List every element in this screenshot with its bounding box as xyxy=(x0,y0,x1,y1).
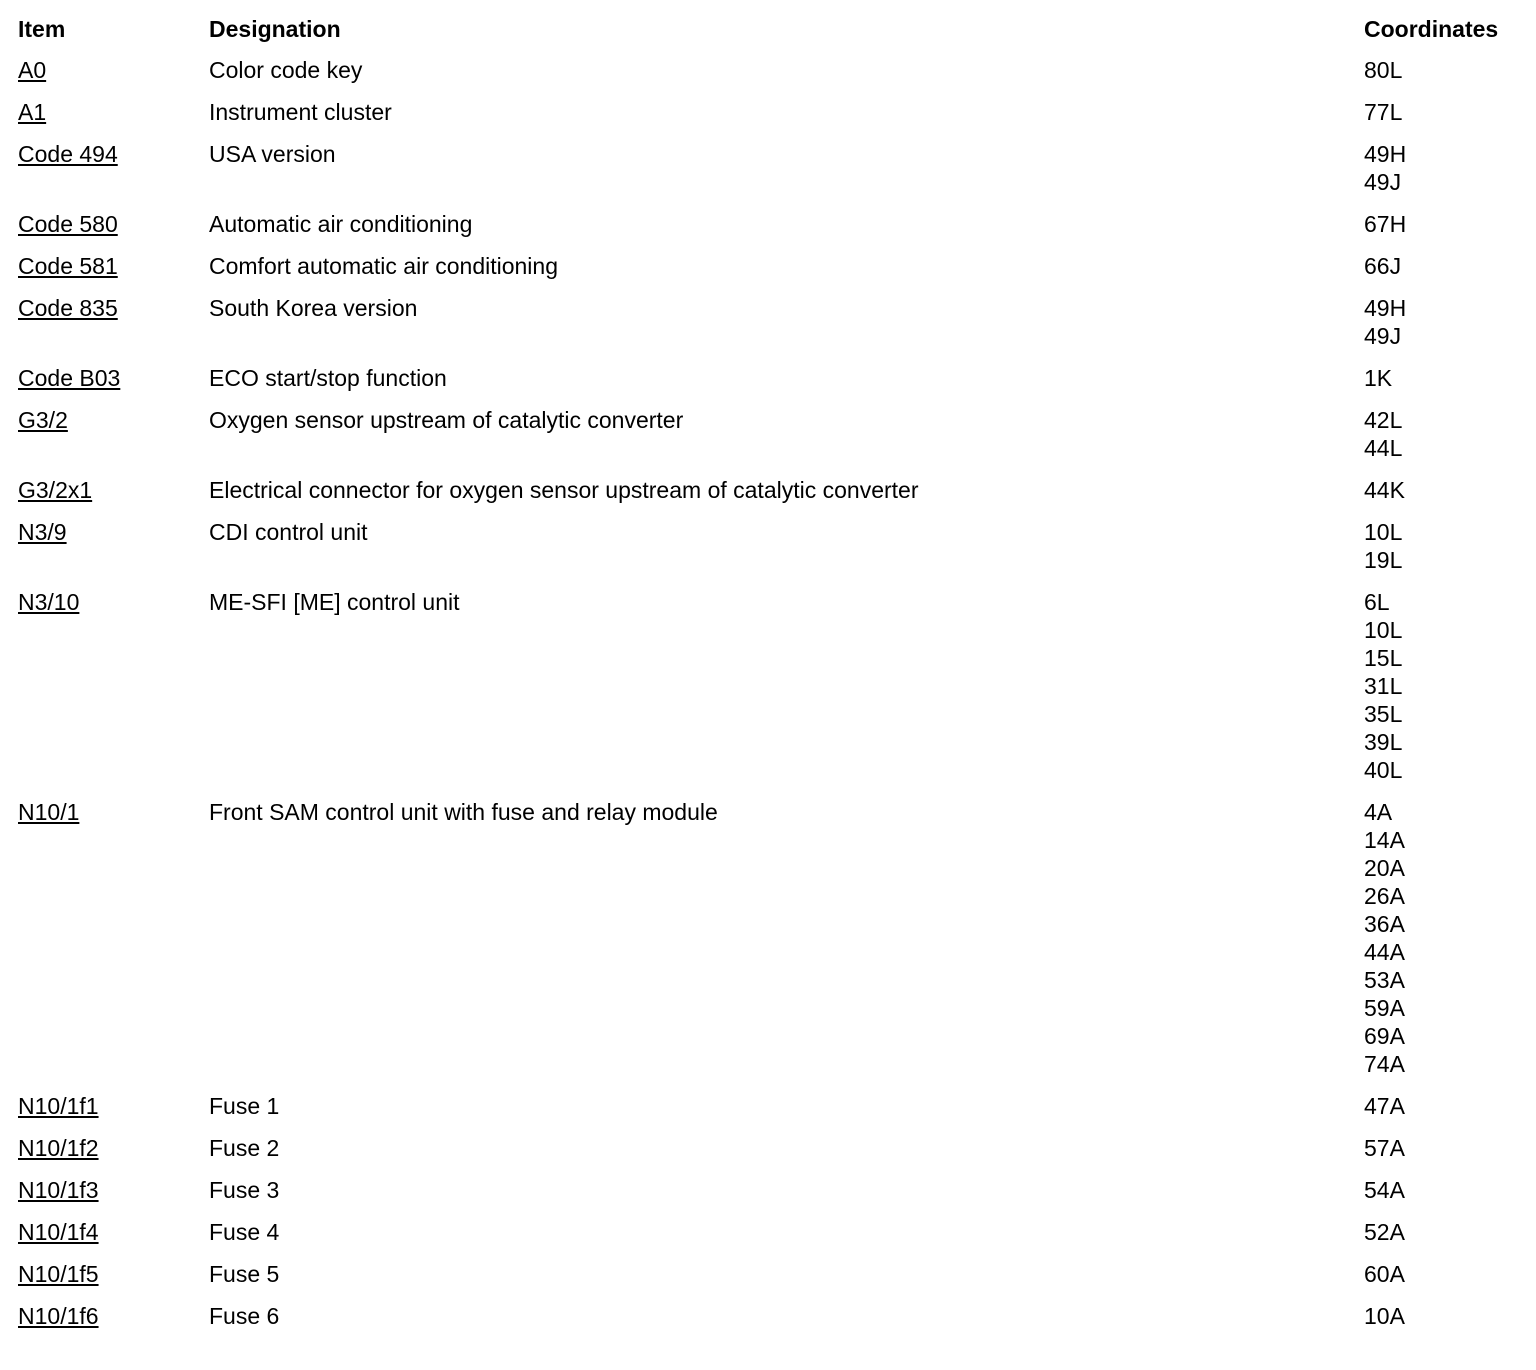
table-row xyxy=(0,1260,1536,1302)
coordinate-value: 42L xyxy=(1364,407,1403,433)
designation-text: USA version xyxy=(209,141,336,167)
coordinates-list xyxy=(1364,1176,1536,1204)
designation-text: Fuse 6 xyxy=(209,1303,280,1329)
item-link[interactable]: N3/10 xyxy=(18,589,80,615)
item-link[interactable]: Code 835 xyxy=(18,295,118,321)
coordinate-value: 44K xyxy=(1364,477,1405,503)
designation-text: Fuse 2 xyxy=(209,1135,280,1161)
header-coordinates: Coordinates xyxy=(1364,16,1499,42)
table-row xyxy=(0,56,1536,98)
designation-text: Electrical connector for oxygen sensor upstream of catalytic converter xyxy=(209,477,919,503)
coordinate-value: 80L xyxy=(1364,57,1403,83)
designation-text: Fuse 1 xyxy=(209,1093,280,1119)
designation-text: Oxygen sensor upstream of catalytic converter xyxy=(209,407,684,433)
table-row xyxy=(0,476,1536,518)
coordinate-value: 67H xyxy=(1364,211,1407,237)
coordinates-list xyxy=(1364,1092,1536,1120)
table-row xyxy=(0,1134,1536,1176)
coordinates-list xyxy=(1364,588,1536,784)
coordinate-value: 26A xyxy=(1364,883,1405,909)
item-link[interactable]: Code 580 xyxy=(18,211,118,237)
item-link[interactable]: N3/9 xyxy=(18,519,67,545)
coordinate-value: 10L xyxy=(1364,617,1403,643)
table-row xyxy=(0,364,1536,406)
header-designation: Designation xyxy=(209,16,341,42)
item-link[interactable]: Code B03 xyxy=(18,365,121,391)
table-row xyxy=(0,518,1536,588)
coordinate-value: 53A xyxy=(1364,967,1405,993)
coordinate-value: 19L xyxy=(1364,547,1403,573)
designation-text: Fuse 4 xyxy=(209,1219,280,1245)
item-link[interactable]: G3/2 xyxy=(18,407,68,433)
coordinates-list xyxy=(1364,140,1536,196)
table-row xyxy=(0,1218,1536,1260)
coordinate-value: 44A xyxy=(1364,939,1405,965)
coordinate-value: 31L xyxy=(1364,673,1403,699)
item-link[interactable]: Code 494 xyxy=(18,141,118,167)
designation-text: Automatic air conditioning xyxy=(209,211,473,237)
coordinate-value: 60A xyxy=(1364,1261,1405,1287)
table-row xyxy=(0,798,1536,1092)
coordinate-value: 54A xyxy=(1364,1177,1405,1203)
item-link[interactable]: N10/1f6 xyxy=(18,1303,99,1329)
coordinate-value: 49J xyxy=(1364,323,1402,349)
coordinate-value: 77L xyxy=(1364,99,1403,125)
header-item: Item xyxy=(18,16,66,42)
coordinate-value: 20A xyxy=(1364,855,1405,881)
table-row xyxy=(0,98,1536,140)
table-row xyxy=(0,252,1536,294)
coordinate-value: 74A xyxy=(1364,1051,1405,1077)
designation-text: ECO start/stop function xyxy=(209,365,447,391)
coordinate-value: 4A xyxy=(1364,799,1393,825)
table-row xyxy=(0,210,1536,252)
coordinates-list xyxy=(1364,798,1536,1078)
coordinate-value: 35L xyxy=(1364,701,1403,727)
designation-text: Fuse 3 xyxy=(209,1177,280,1203)
table-header xyxy=(0,0,1536,56)
table-row xyxy=(0,1176,1536,1218)
table-row xyxy=(0,588,1536,798)
coordinates-list xyxy=(1364,518,1536,574)
item-link[interactable]: N10/1 xyxy=(18,799,80,825)
table-row xyxy=(0,1302,1536,1344)
coordinate-value: 1K xyxy=(1364,365,1393,391)
coordinate-value: 15L xyxy=(1364,645,1403,671)
coordinate-value: 47A xyxy=(1364,1093,1405,1119)
coordinates-list xyxy=(1364,56,1536,84)
item-link[interactable]: A0 xyxy=(18,57,47,83)
coordinate-value: 40L xyxy=(1364,757,1403,783)
coordinate-value: 10L xyxy=(1364,519,1403,545)
designation-text: Front SAM control unit with fuse and relay module xyxy=(209,799,718,825)
coordinate-value: 52A xyxy=(1364,1219,1405,1245)
table-row xyxy=(0,1092,1536,1134)
item-link[interactable]: N10/1f4 xyxy=(18,1219,99,1245)
coordinates-list xyxy=(1364,294,1536,350)
coordinates-list xyxy=(1364,476,1536,504)
item-link[interactable]: G3/2x1 xyxy=(18,477,93,503)
designation-text: Instrument cluster xyxy=(209,99,392,125)
coordinates-list xyxy=(1364,364,1536,392)
coordinate-value: 6L xyxy=(1364,589,1390,615)
coordinate-value: 49J xyxy=(1364,169,1402,195)
coordinates-list xyxy=(1364,1134,1536,1162)
coordinate-value: 57A xyxy=(1364,1135,1405,1161)
coordinate-value: 39L xyxy=(1364,729,1403,755)
item-link[interactable]: A1 xyxy=(18,99,47,125)
coordinates-list xyxy=(1364,1302,1536,1330)
item-link[interactable]: Code 581 xyxy=(18,253,118,279)
designation-text: South Korea version xyxy=(209,295,418,321)
coordinates-list xyxy=(1364,1218,1536,1246)
table-row xyxy=(0,406,1536,476)
item-link[interactable]: N10/1f1 xyxy=(18,1093,99,1119)
coordinate-value: 44L xyxy=(1364,435,1403,461)
item-link[interactable]: N10/1f3 xyxy=(18,1177,99,1203)
coordinate-value: 36A xyxy=(1364,911,1405,937)
item-link[interactable]: N10/1f5 xyxy=(18,1261,99,1287)
coordinates-list xyxy=(1364,252,1536,280)
coordinate-value: 49H xyxy=(1364,141,1407,167)
coordinate-value: 14A xyxy=(1364,827,1405,853)
coordinates-list xyxy=(1364,210,1536,238)
coordinate-value: 69A xyxy=(1364,1023,1405,1049)
table-body xyxy=(0,56,1536,1344)
table-row xyxy=(0,140,1536,210)
table-row xyxy=(0,294,1536,364)
designation-text: ME-SFI [ME] control unit xyxy=(209,589,460,615)
coordinate-value: 49H xyxy=(1364,295,1407,321)
item-link[interactable]: N10/1f2 xyxy=(18,1135,99,1161)
coordinate-value: 66J xyxy=(1364,253,1402,279)
coordinate-value: 10A xyxy=(1364,1303,1405,1329)
coordinates-list xyxy=(1364,406,1536,462)
designation-text: Color code key xyxy=(209,57,363,83)
coordinates-list xyxy=(1364,98,1536,126)
designation-text: CDI control unit xyxy=(209,519,368,545)
designation-text: Comfort automatic air conditioning xyxy=(209,253,558,279)
designation-text: Fuse 5 xyxy=(209,1261,280,1287)
coordinate-value: 59A xyxy=(1364,995,1405,1021)
coordinates-list xyxy=(1364,1260,1536,1288)
